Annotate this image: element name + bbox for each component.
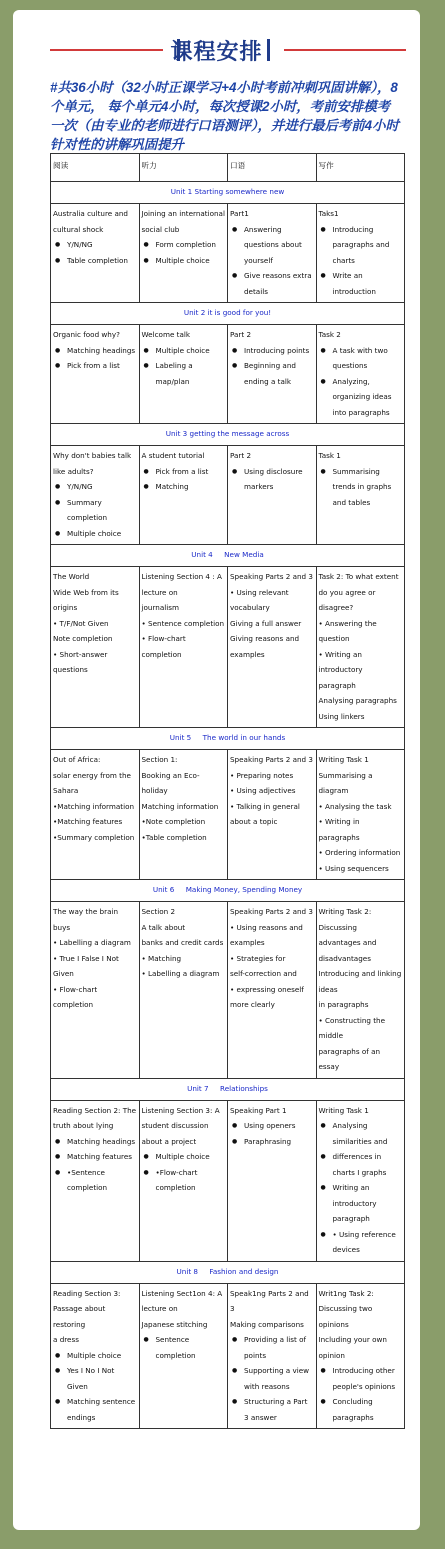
- table-cell: [51, 902, 140, 1079]
- cell-line: •Summary completion: [53, 832, 135, 842]
- right-divider: [284, 49, 406, 51]
- cell-line: Australia culture and: [53, 209, 128, 218]
- bullet-item: ● Y/N/NG: [53, 237, 137, 253]
- cell-line: •Table completion: [141, 832, 207, 842]
- cell-line: Organic food why?: [53, 330, 120, 339]
- table-cell: [316, 1283, 405, 1429]
- cell-line: paragraph: [318, 680, 356, 690]
- bullet-item: ● Sentence completion: [142, 1332, 226, 1363]
- table-cell: [316, 902, 405, 1079]
- unit-title-row: [51, 303, 405, 325]
- cell-line: • Flow-chart: [141, 634, 186, 643]
- bullet-item: ● Matching features: [53, 1149, 137, 1165]
- bullet-item: ● • Using reference devices: [319, 1227, 403, 1258]
- cell-line: about a topic: [230, 817, 278, 826]
- bullet-item: ● Yes I No I Not Given: [53, 1363, 137, 1394]
- table-cell: [51, 567, 140, 728]
- cell-line: student discussion: [141, 1121, 209, 1130]
- unit-title: Unit 4 New Media: [51, 545, 405, 567]
- table-cell: [139, 750, 228, 880]
- cell-line: lecture on: [141, 1304, 178, 1313]
- cell-line: ideas: [318, 984, 338, 994]
- cell-line: Reading Section 3:: [53, 1288, 121, 1298]
- bullet-item: ● Matching sentence endings: [53, 1394, 137, 1425]
- cell-line: Japanese stitching: [141, 1319, 208, 1329]
- bullet-item: ● Labeling a map/plan: [142, 358, 226, 389]
- bullet-item: ● A task with two questions: [319, 343, 403, 374]
- cell-line: • Using reasons and: [230, 922, 303, 932]
- cell-line: Including your own: [318, 1335, 387, 1344]
- bullet-item: ● Pick from a list: [53, 358, 137, 374]
- unit-title: Unit 3 getting the message across: [51, 424, 405, 446]
- table-cell: [316, 325, 405, 424]
- cell-line: lecture on: [141, 587, 178, 597]
- table-header-row: [51, 154, 405, 182]
- unit-title-row: [51, 182, 405, 204]
- cell-line: • expressing oneself: [230, 984, 304, 994]
- cell-line: completion: [141, 649, 182, 659]
- bullet-item: ● Introducing points: [230, 343, 314, 359]
- table-cell: [139, 567, 228, 728]
- cell-line: • Writing in paragraphs: [318, 817, 360, 842]
- unit-content-row: [51, 1100, 405, 1261]
- cell-line: • True I False I Not: [53, 953, 119, 963]
- cell-line: Listening Sect1on 4: A: [141, 1288, 223, 1298]
- table-cell: [139, 1283, 228, 1429]
- table-cell: [228, 902, 317, 1079]
- cell-line: Booking an Eco-holiday: [141, 770, 200, 795]
- cell-line: Introducing and linking: [318, 969, 402, 978]
- cell-line: • Labelling a diagram: [53, 938, 131, 947]
- cell-line: Writ1ng Task 2:: [318, 1288, 374, 1298]
- unit-content-row: [51, 1283, 405, 1429]
- cell-line: Discussing two: [318, 1304, 373, 1313]
- bullet-item: ● Multiple choice: [53, 526, 137, 542]
- unit-title: Unit 8 Fashion and design: [51, 1261, 405, 1283]
- cell-line: Using linkers: [318, 711, 365, 721]
- bullet-item: ● Matching: [142, 479, 226, 495]
- cell-line: middle: [318, 1031, 344, 1040]
- table-cell: [51, 750, 140, 880]
- cell-line: Task 2: To what extent: [318, 572, 399, 581]
- unit-title-row: [51, 1078, 405, 1100]
- cell-line: Part 2: [230, 451, 252, 460]
- unit-title-row: [51, 1261, 405, 1283]
- cell-line: opinion: [318, 1350, 345, 1360]
- table-cell: [316, 750, 405, 880]
- cell-line: self-correction and: [230, 969, 297, 978]
- unit-title-row: [51, 545, 405, 567]
- table-cell: [228, 204, 317, 303]
- cell-line: examples: [230, 938, 265, 947]
- cell-line: questions: [53, 665, 88, 674]
- unit-title: Unit 7 Relationships: [51, 1078, 405, 1100]
- table-cell: [139, 902, 228, 1079]
- unit-content-row: [51, 902, 405, 1079]
- cell-line: Speaking Parts 2 and 3: [230, 907, 313, 916]
- table-cell: [228, 446, 317, 545]
- table-cell: [316, 204, 405, 303]
- cell-line: Making comparisons: [230, 1319, 304, 1329]
- cell-line: opinions: [318, 1319, 349, 1329]
- cell-line: more clearly: [230, 1000, 275, 1009]
- bullet-item: ● •Sentence completion: [53, 1165, 137, 1196]
- bullet-item: ● Paraphrasing: [230, 1134, 314, 1150]
- table-cell: [51, 1100, 140, 1261]
- cell-line: • Analysing the task: [318, 801, 392, 811]
- unit-title-row: [51, 728, 405, 750]
- cell-line: • Strategies for: [230, 953, 286, 963]
- unit-title-row: [51, 880, 405, 902]
- unit-content-row: [51, 567, 405, 728]
- unit-content-row: [51, 204, 405, 303]
- cell-line: •Matching information: [53, 801, 135, 811]
- cell-line: Taks1: [318, 209, 339, 218]
- cell-line: Speaking Parts 2 and 3: [230, 755, 313, 764]
- cell-line: do you agree or: [318, 587, 376, 597]
- bullet-item: ● Answering questions about yourself: [230, 222, 314, 269]
- bullet-item: ● Structuring a Part 3 answer: [230, 1394, 314, 1425]
- unit-title: Unit 2 it is good for you!: [51, 303, 405, 325]
- cell-line: The way the brain buys: [53, 907, 119, 932]
- cell-line: • Sentence completion: [141, 618, 225, 628]
- schedule-table: [50, 153, 405, 1429]
- cell-line: introductory: [318, 665, 363, 674]
- bullet-item: ● Introducing paragraphs and charts: [319, 222, 403, 269]
- cell-line: A student tutorial: [141, 451, 205, 460]
- table-cell: [139, 204, 228, 303]
- bullet-item: ● differences in charts I graphs: [319, 1149, 403, 1180]
- cell-line: • Answering the: [318, 618, 377, 628]
- cell-line: Section 2: [141, 907, 176, 916]
- bullet-item: ● Using openers: [230, 1118, 314, 1134]
- cell-line: advantages and: [318, 938, 377, 947]
- table-cell: [139, 1100, 228, 1261]
- bullet-item: ● Multiple choice: [53, 1348, 137, 1364]
- cell-line: truth about lying: [53, 1121, 114, 1130]
- cell-line: cultural shock: [53, 224, 104, 234]
- cell-line: disadvantages: [318, 953, 371, 963]
- cell-line: Matching information: [141, 801, 219, 811]
- bullet-item: ● Beginning and ending a talk: [230, 358, 314, 389]
- table-cell: [228, 1283, 317, 1429]
- bullet-item: ● Summarising trends in graphs and tables: [319, 464, 403, 511]
- bullet-item: ● Summary completion: [53, 495, 137, 526]
- table-cell: [316, 567, 405, 728]
- unit-content-row: [51, 446, 405, 545]
- cell-line: Giving reasons and: [230, 634, 300, 643]
- cell-line: Out of Africa:: [53, 755, 101, 764]
- column-header: 听力: [139, 154, 228, 182]
- cell-line: Discussing: [318, 922, 357, 932]
- unit-content-row: [51, 325, 405, 424]
- cell-line: Sahara: [53, 786, 79, 795]
- bullet-item: ● Pick from a list: [142, 464, 226, 480]
- section-title: 课程安排: [170, 39, 263, 64]
- table-cell: [139, 325, 228, 424]
- cell-line: Note completion: [53, 634, 113, 643]
- cell-line: vocabulary: [230, 603, 270, 612]
- cell-line: Passage about restoring: [53, 1304, 106, 1329]
- bullet-item: ● Y/N/NG: [53, 479, 137, 495]
- table-cell: [139, 446, 228, 545]
- bullet-item: ● Write an introduction: [319, 268, 403, 299]
- cell-line: A talk about: [141, 922, 186, 932]
- cell-line: • Using sequencers: [318, 863, 389, 873]
- table-cell: [228, 750, 317, 880]
- cell-line: Why don't babies talk: [53, 451, 132, 460]
- unit-content-row: [51, 750, 405, 880]
- cell-line: Given: [53, 969, 74, 978]
- cell-line: like adults?: [53, 466, 94, 476]
- cell-line: Task 2: [318, 330, 341, 339]
- cell-line: • Using relevant: [230, 587, 289, 597]
- cell-line: banks and credit cards: [141, 938, 224, 947]
- cell-line: • Labelling a diagram: [141, 969, 220, 978]
- cell-line: •Note completion: [141, 817, 206, 826]
- cell-line: • Ordering information: [318, 848, 401, 857]
- bullet-item: ● Concluding paragraphs: [319, 1394, 403, 1425]
- column-header: 口语: [228, 154, 317, 182]
- cell-line: social club: [141, 224, 180, 234]
- bullet-item: ● •Flow-chart completion: [142, 1165, 226, 1196]
- bullet-item: ● Using disclosure markers: [230, 464, 314, 495]
- cell-line: Speaking Part 1: [230, 1105, 287, 1115]
- cell-line: Analysing paragraphs: [318, 696, 397, 705]
- cell-line: Joining an international: [141, 209, 225, 218]
- table-cell: [51, 325, 140, 424]
- cell-line: • Matching: [141, 953, 182, 963]
- cell-line: Reading Section 2: The: [53, 1105, 137, 1115]
- cell-line: Welcome talk: [141, 330, 191, 339]
- cell-line: Speaking Parts 2 and 3: [230, 572, 313, 581]
- cell-line: Writing Task 1: [318, 755, 369, 764]
- cell-line: completion: [53, 1000, 94, 1009]
- cell-line: • Flow-chart: [53, 984, 98, 994]
- table-cell: [228, 1100, 317, 1261]
- table-cell: [316, 1100, 405, 1261]
- cell-line: journalism: [141, 603, 179, 612]
- cell-line: Part1: [230, 209, 249, 218]
- cell-line: solar energy from the: [53, 770, 131, 780]
- cell-line: •Matching features: [53, 817, 123, 826]
- table-cell: [51, 446, 140, 545]
- bullet-item: ● Form completion: [142, 237, 226, 253]
- cell-line: paragraphs of an essay: [318, 1046, 381, 1071]
- cell-line: Part 2: [230, 330, 252, 339]
- cell-line: examples: [230, 649, 265, 659]
- cell-line: The World: [53, 572, 90, 581]
- table-cell: [316, 446, 405, 545]
- bullet-item: ● Analysing similarities and: [319, 1118, 403, 1149]
- bullet-item: ● Multiple choice: [142, 343, 226, 359]
- cell-line: • Using adjectives: [230, 786, 296, 795]
- cell-line: Listening Section 4 : A: [141, 572, 222, 581]
- unit-title: Unit 5 The world in our hands: [51, 728, 405, 750]
- bullet-item: ● Supporting a view with reasons: [230, 1363, 314, 1394]
- cell-line: Giving a full answer: [230, 618, 302, 628]
- unit-title: Unit 6 Making Money, Spending Money: [51, 880, 405, 902]
- bullet-item: ● Matching headings: [53, 343, 137, 359]
- bullet-item: ● Multiple choice: [142, 253, 226, 269]
- cell-line: • T/F/Not Given: [53, 618, 109, 628]
- cell-line: origins: [53, 603, 78, 612]
- table-cell: [51, 1283, 140, 1429]
- bullet-item: ● Writing an introductory paragraph: [319, 1180, 403, 1227]
- column-header: 阅读: [51, 154, 140, 182]
- bullet-item: ● Give reasons extra details: [230, 268, 314, 299]
- cell-line: • Short-answer: [53, 649, 108, 659]
- cell-line: Summarising a diagram: [318, 770, 373, 795]
- bullet-item: ● Providing a list of points: [230, 1332, 314, 1363]
- schedule-table-body: [51, 154, 405, 1429]
- unit-title-row: [51, 424, 405, 446]
- cell-line: Section 1:: [141, 755, 178, 764]
- cell-line: in paragraphs: [318, 1000, 369, 1009]
- bullet-item: ● Multiple choice: [142, 1149, 226, 1165]
- cell-line: about a project: [141, 1136, 197, 1146]
- bullet-item: ● Table completion: [53, 253, 137, 269]
- cell-line: question: [318, 634, 350, 643]
- cell-line: • Constructing the: [318, 1015, 386, 1025]
- cell-line: Writing Task 2:: [318, 907, 372, 916]
- cell-line: Listening Section 3: A: [141, 1105, 220, 1115]
- bullet-item: ● Analyzing, organizing ideas into paragraphs: [319, 374, 403, 421]
- section-header: [13, 30, 420, 64]
- bullet-item: ● Matching headings: [53, 1134, 137, 1150]
- cell-line: Writing Task 1: [318, 1105, 369, 1115]
- cell-line: Task 1: [318, 451, 341, 460]
- bullet-item: ● Introducing other people's opinions: [319, 1363, 403, 1394]
- right-title-bar: [267, 39, 270, 61]
- course-intro: #共36小时（32小时正课学习+4小时考前冲刺巩固讲解），8个单元， 每个单元4小时，每次授课2小时，考前安排模考一次（由专业的老师进行口语测评），并进行最后考前4小时针对性的讲解巩固提升: [50, 80, 399, 152]
- cell-line: disagree?: [318, 603, 354, 612]
- cell-line: a dress: [53, 1335, 79, 1344]
- column-header: 写作: [316, 154, 405, 182]
- table-cell: [228, 567, 317, 728]
- cell-line: • Talking in general: [230, 801, 300, 811]
- cell-line: • Writing an: [318, 649, 362, 659]
- cell-line: Speak1ng Parts 2 and 3: [230, 1288, 309, 1313]
- table-cell: [51, 204, 140, 303]
- cell-line: • Preparing notes: [230, 770, 294, 780]
- cell-line: Wide Web from its: [53, 587, 119, 597]
- table-cell: [228, 325, 317, 424]
- unit-title: Unit 1 Starting somewhere new: [51, 182, 405, 204]
- content-card: [13, 10, 420, 1530]
